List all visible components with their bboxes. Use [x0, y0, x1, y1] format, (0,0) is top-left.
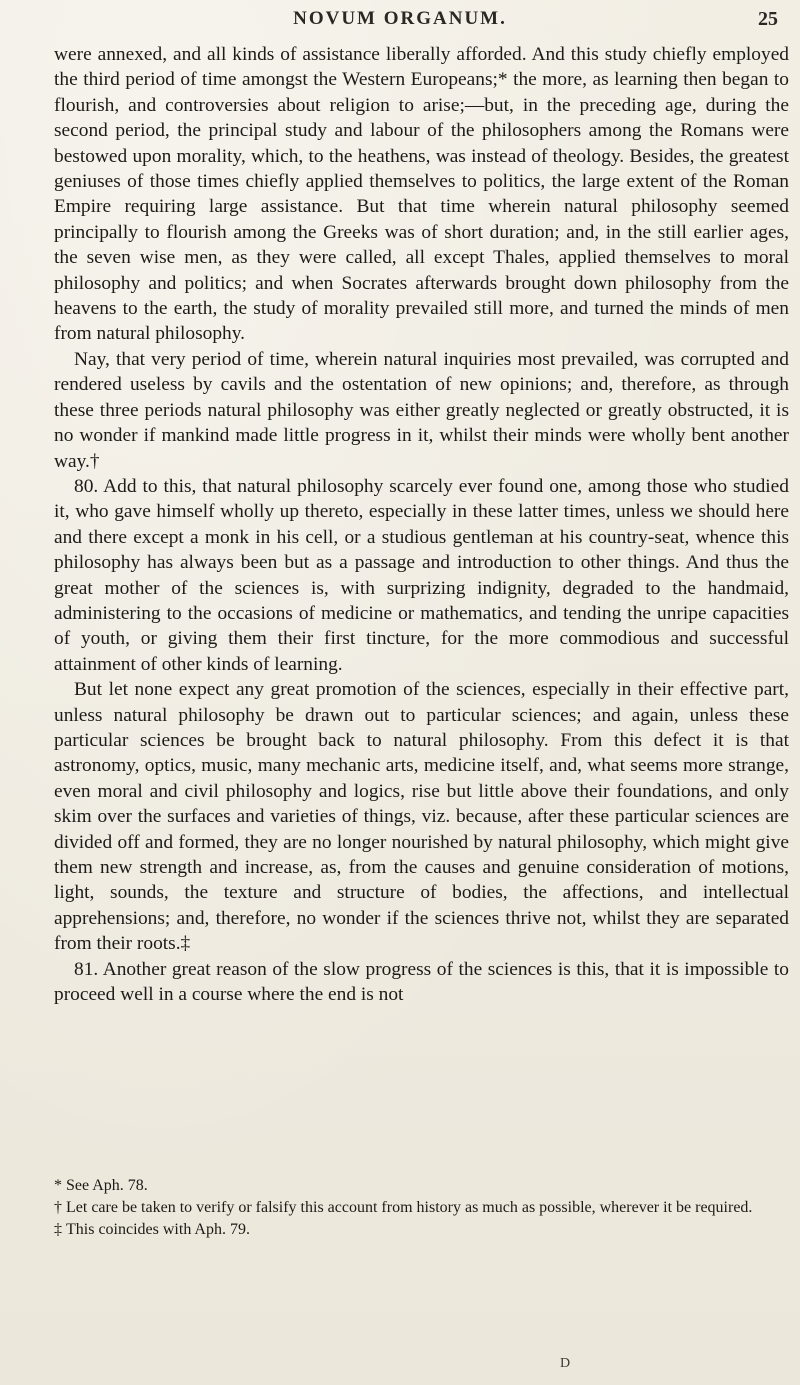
paragraph-2: Nay, that very period of time, wherein natural inquiries most prevailed, was corrupted and rendered useless by cavils and the ostentation of new opinions; and, therefore, as through these three periods natural philosophy was either greatly neglected or greatly obstructed, it is no wonder if mankind made little progress in it, whilst their minds were wholly bent another way.†	[54, 348, 789, 472]
running-title: NOVUM ORGANUM.	[293, 8, 507, 29]
running-head	[0, 6, 800, 36]
footnote-text: See Aph. 78.	[66, 1177, 148, 1194]
paragraph-4: But let none expect any great promotion of the sciences, especially in their effective part, unless natural philosophy be drawn out to particular sciences; and again, unless these particular sciences be brought back to natural philosophy. From this defect it is that astronomy, optics, music, many mechanic arts, medicine itself, and, what seems more strange, even moral and civil philosophy and logics, rise but little above their foundations, and only skim over the surfaces and varieties of things, viz. because, after these particular sciences are divided off and formed, they are no longer nourished by natural philosophy, which might give them new strength and increase, as, from the causes and genuine consideration of motions, light, sounds, the texture and structure of bodies, the affections, and intellectual apprehensions; and, therefore, no wonder if the sciences thrive not, whilst they are separated from their roots.‡	[54, 679, 789, 955]
footnote-mark: ‡	[54, 1221, 62, 1238]
paragraph-aphorism-81: 81. Another great reason of the slow progress of the sciences is this, that it is impossible to proceed well in a course where the end is not	[54, 958, 789, 1006]
paragraph-1: were annexed, and all kinds of assistance liberally afforded. And this study chiefly employed the third period of time amongst the Western Europeans;* the more, as learning then began to flourish, and controversies about religion to arise;—but, in the preceding age, during the second period, the principal study and labour of the philosophers among the Romans were bestowed upon morality, which, to the heathens, was instead of theology. Besides, the greatest geniuses of those times chiefly applied themselves to politics, the large extent of the Roman Empire requiring large assistance. But that time wherein natural philosophy seemed principally to flourish among the Greeks was of short duration; and, in the still earlier ages, the seven wise men, as they were called, all except Thales, applied themselves to moral philosophy and politics; and when Socrates afterwards brought down philosophy from the heavens to the earth, the study of morality prevailed still more, and turned the minds of men from natural philosophy.	[54, 44, 789, 345]
footnote-text: This coincides with Aph. 79.	[66, 1221, 250, 1238]
footnote-mark: †	[54, 1199, 62, 1216]
footnote-1	[54, 1175, 789, 1197]
footnotes	[54, 1175, 789, 1241]
footnote-3	[54, 1219, 789, 1241]
signature-mark: D	[560, 1356, 571, 1371]
body-text	[54, 42, 789, 1007]
footnote-mark: *	[54, 1177, 62, 1194]
paragraph-aphorism-80: 80. Add to this, that natural philosophy scarcely ever found one, among those who studied it, who gave himself wholly up thereto, especially in these latter times, unless we should here and there except a monk in his cell, or a studious gentleman at his country-seat, whence this philosophy has always been but as a passage and introduction to other things. And thus the great mother of the sciences is, with surprizing indignity, degraded to the handmaid, administering to the occasions of medicine or mathematics, and tending the unripe capacities of youth, or giving them their first tincture, for the more commodious and successful attainment of other kinds of learning.	[54, 475, 789, 675]
footnote-text: Let care be taken to verify or falsify this account from history as much as possible, wherever it be required.	[66, 1199, 753, 1216]
footnote-2	[54, 1197, 789, 1219]
page-number: 25	[758, 8, 778, 30]
